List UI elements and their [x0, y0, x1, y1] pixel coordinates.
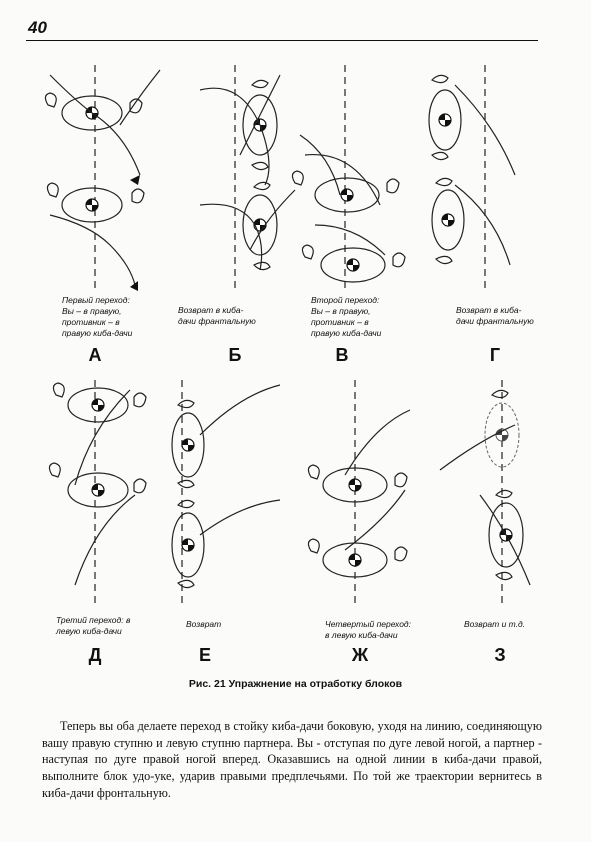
- panel-v-caption: Второй переход: Вы – в правую, противник – в правую киба-дачи: [311, 295, 382, 338]
- panel-e: [170, 375, 300, 675]
- panel-e-caption: Возврат: [186, 619, 222, 629]
- panel-v: [305, 55, 435, 375]
- panel-a-diagram: [30, 55, 160, 295]
- panel-z-caption: Возврат и т.д.: [464, 619, 526, 629]
- panel-e-letter: Е: [198, 645, 211, 665]
- panel-e-diagram: [170, 375, 300, 615]
- panel-a-caption: Первый переход: Вы – в правую, противник – в правую киба-дачи: [62, 295, 133, 338]
- panel-b-diagram: [170, 55, 300, 295]
- panel-d: [30, 375, 160, 675]
- figure-caption: Рис. 21 Упражнение на отработку блоков: [188, 678, 403, 690]
- body-paragraph: Теперь вы оба делаете переход в стойку киба-дачи боковую, уходя на линию, соединяющую вашу правую ступню и левую ступню партнера. Вы - отступая по дуге левой ногой, а партнер - наступая по дуге правой ногой вперед. Оказавшись на одной линии в киба-дачи правой, выполните блок удо-уке, ударив правыми предплечьями. По той же траектории вернитесь в киба-дачи фронтальную.: [42, 719, 542, 800]
- panel-g-caption: Возврат в киба- дачи франтальную: [456, 305, 534, 326]
- panel-zh: [305, 375, 435, 675]
- panel-g-diagram: [420, 55, 550, 295]
- panel-b-caption: Возврат в киба- дачи франтальную: [178, 305, 256, 326]
- panel-g-letter: Г: [489, 345, 501, 365]
- panel-d-caption: Третий переход: в левую киба-дачи: [56, 615, 131, 636]
- panel-z-diagram: [420, 375, 550, 615]
- panel-v-diagram: [305, 55, 435, 295]
- panel-zh-diagram: [305, 375, 435, 615]
- panel-zh-letter: Ж: [351, 645, 369, 665]
- panel-b: [170, 55, 300, 375]
- panel-a: [30, 55, 160, 375]
- panel-b-letter: Б: [228, 345, 242, 365]
- page-number: 40: [28, 18, 47, 37]
- panel-zh-caption: Четвертый переход: в левую киба-дачи: [325, 619, 411, 640]
- panel-v-letter: В: [335, 345, 349, 365]
- panel-d-diagram: [30, 375, 160, 615]
- panel-d-letter: Д: [88, 645, 102, 665]
- panel-z-letter: З: [494, 645, 506, 665]
- header-rule: [26, 40, 538, 41]
- panel-g: [420, 55, 550, 375]
- panel-a-letter: А: [88, 345, 102, 365]
- panel-z: [420, 375, 550, 675]
- figure-21: [20, 55, 580, 675]
